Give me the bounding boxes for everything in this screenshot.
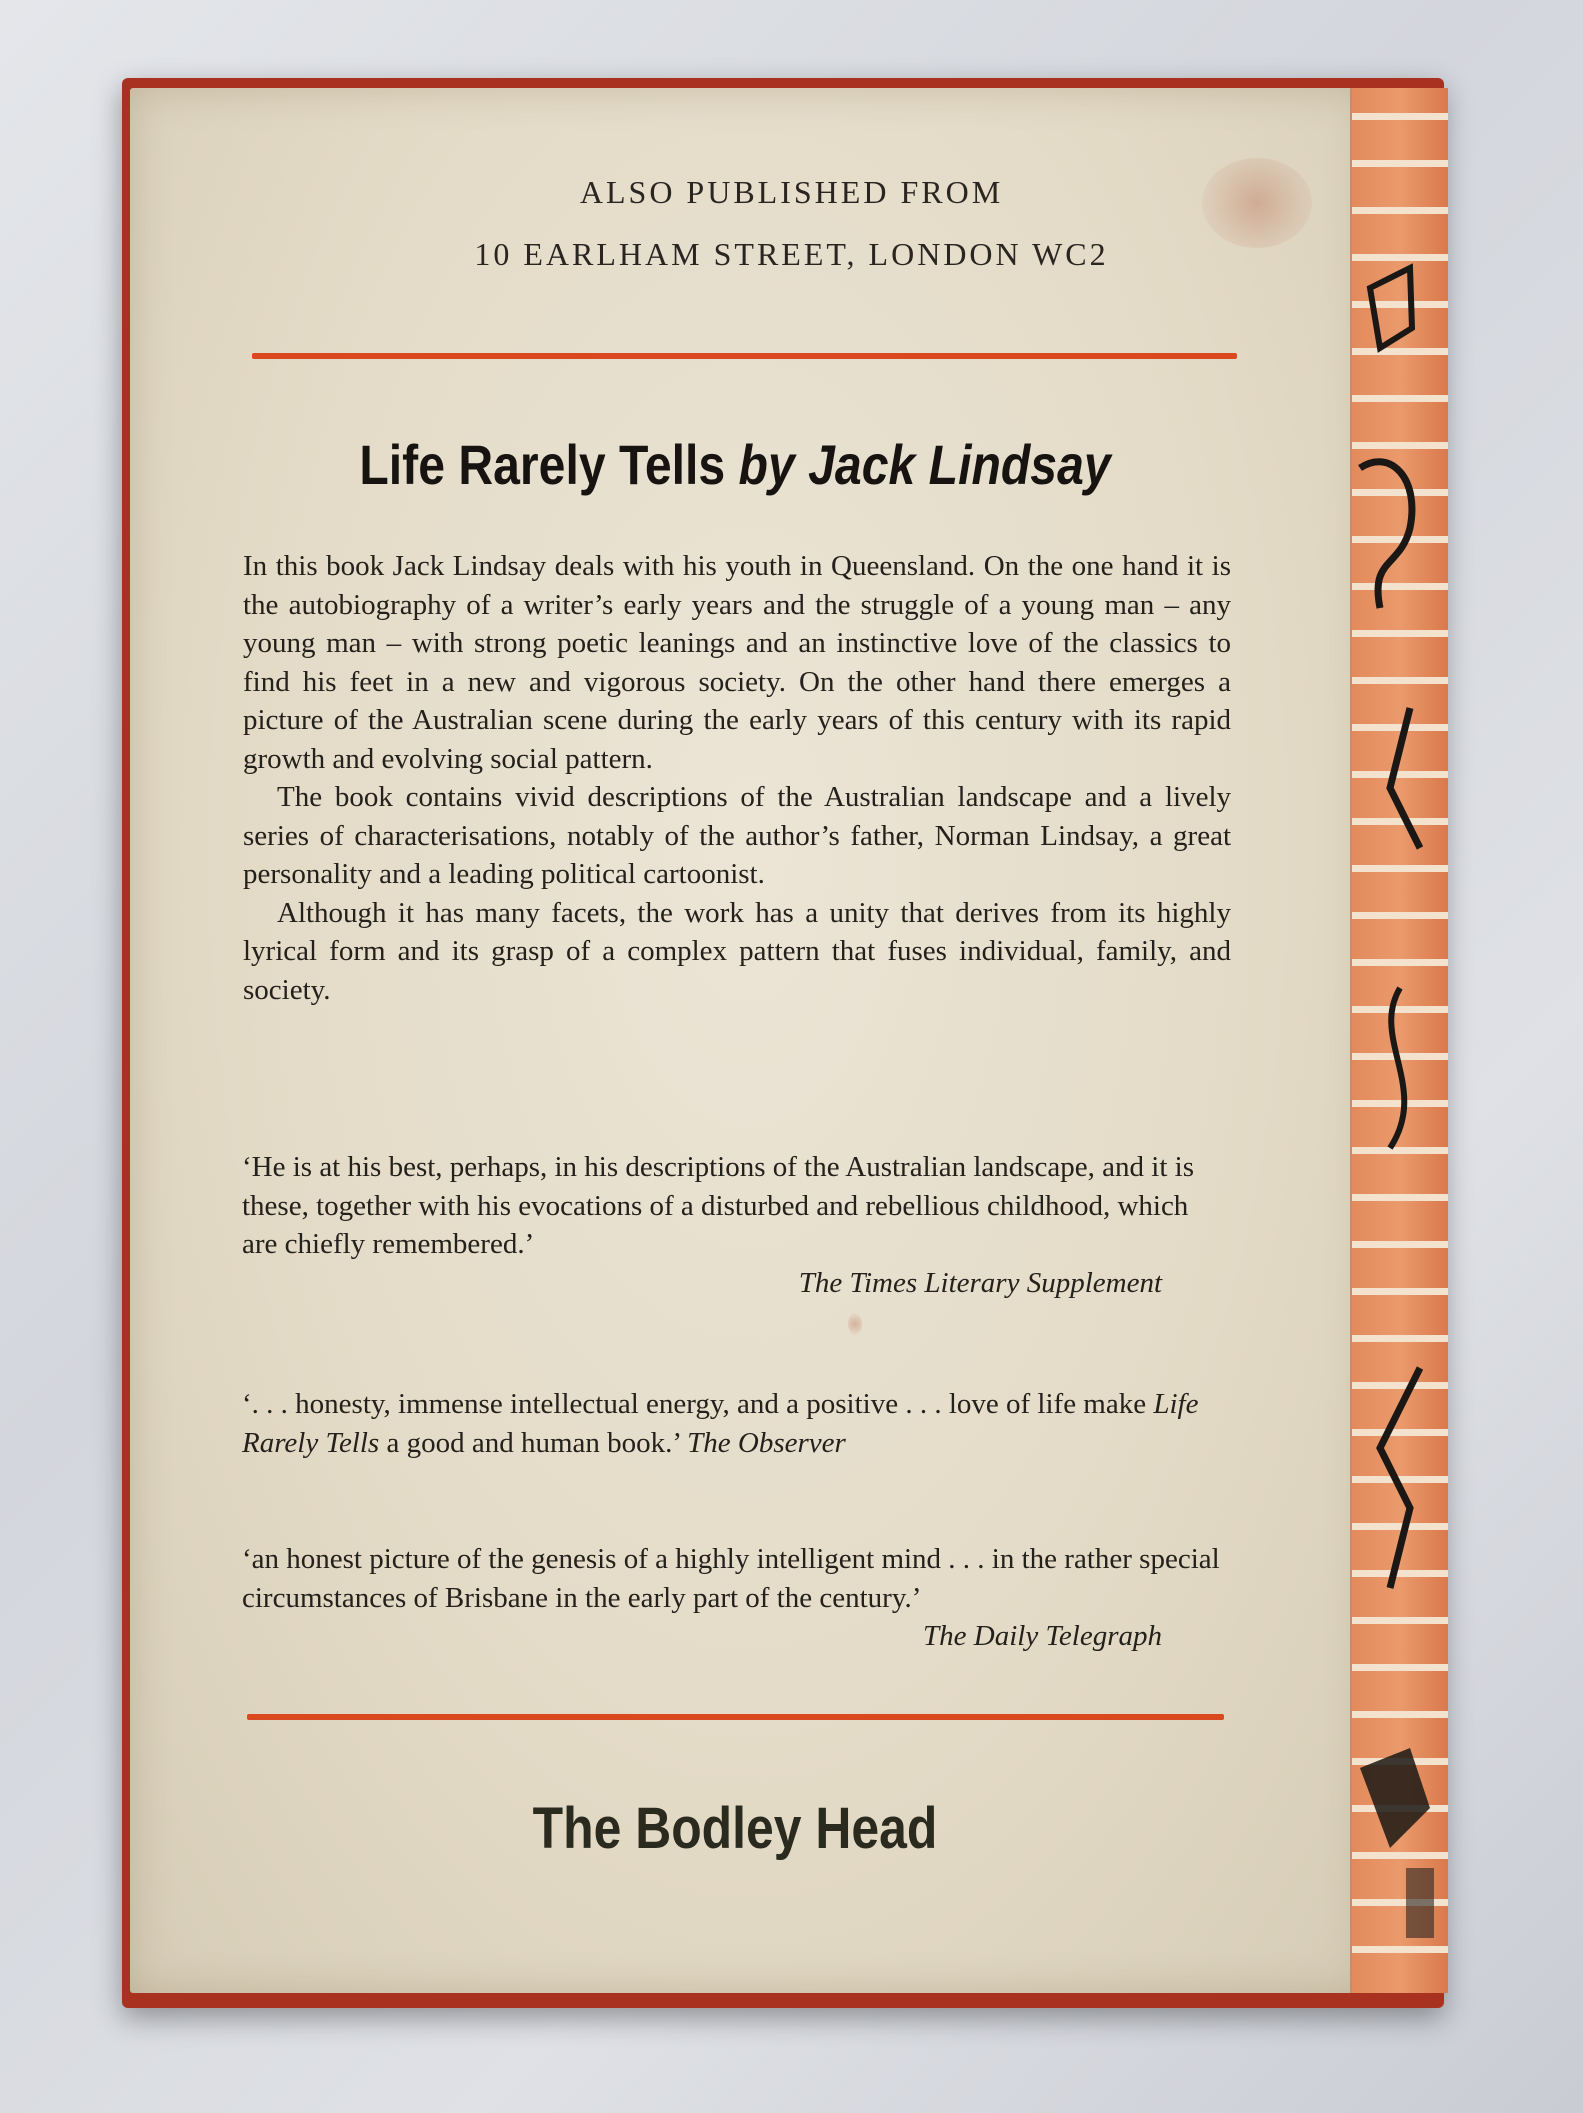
quote-source: The Daily Telegraph: [923, 1620, 1162, 1652]
description-paragraph: Although it has many facets, the work has a unity that derives from its highly lyrical form and its grasp of a complex pattern that fuses individual, family, and society.: [243, 896, 1231, 1006]
quote-text: ‘He is at his best, perhaps, in his descriptions of the Australian landscape, and it is these, together with his evocations of a disturbed and rebellious childhood, which are chiefly remembered.’: [242, 1151, 1194, 1260]
review-quote-2: [242, 1385, 1230, 1462]
book-title: [103, 432, 1367, 497]
review-quote-3: [242, 1540, 1230, 1656]
quote-text-end: a good and human book.’: [379, 1426, 680, 1459]
review-quote-1: [242, 1148, 1230, 1302]
header-line-1: ALSO PUBLISHED FROM: [579, 174, 1004, 210]
title-main: Life Rarely Tells: [359, 433, 726, 496]
title-byline: by Jack Lindsay: [738, 433, 1111, 496]
quote-text: ‘an honest picture of the genesis of a highly intelligent mind . . . in the rather special circumstances of Brisbane in the early part of the century.’: [242, 1543, 1220, 1614]
quote-text: ‘. . . honesty, immense intellectual energy, and a positive . . . love of life make: [242, 1388, 1154, 1420]
publisher-name: The Bodley Head: [532, 1796, 938, 1861]
top-rule: [252, 353, 1237, 359]
spine-illustration: [1350, 88, 1446, 1993]
bottom-rule: [247, 1714, 1224, 1720]
ink-spot: [848, 1313, 862, 1335]
description-paragraph: The book contains vivid descriptions of the Australian landscape and a lively series of characterisations, notably of the author’s father, Norman Lindsay, a great personality and a leading political cartoonist.: [243, 781, 1231, 890]
header-line-2: 10 EARLHAM STREET, LONDON WC2: [474, 236, 1109, 272]
quote-source: The Times Literary Supplement: [798, 1266, 1162, 1299]
dust-jacket-back: [130, 88, 1366, 1993]
quote-book-title: Life Rarely Tells: [242, 1388, 1199, 1459]
description: [243, 547, 1231, 1009]
quote-source: The Observer: [687, 1426, 846, 1459]
description-paragraph: In this book Jack Lindsay deals with his youth in Queensland. On the one hand it is the autobiography of a writer’s early years and the struggle of a young man – any young man – with strong poetic leanings and an instinctive love of the classics to find his feet in a new and vigorous society. On the other hand there emerges a picture of the Australian scene during the early years of this century with its rapid growth and evolving social pattern.: [243, 550, 1231, 775]
